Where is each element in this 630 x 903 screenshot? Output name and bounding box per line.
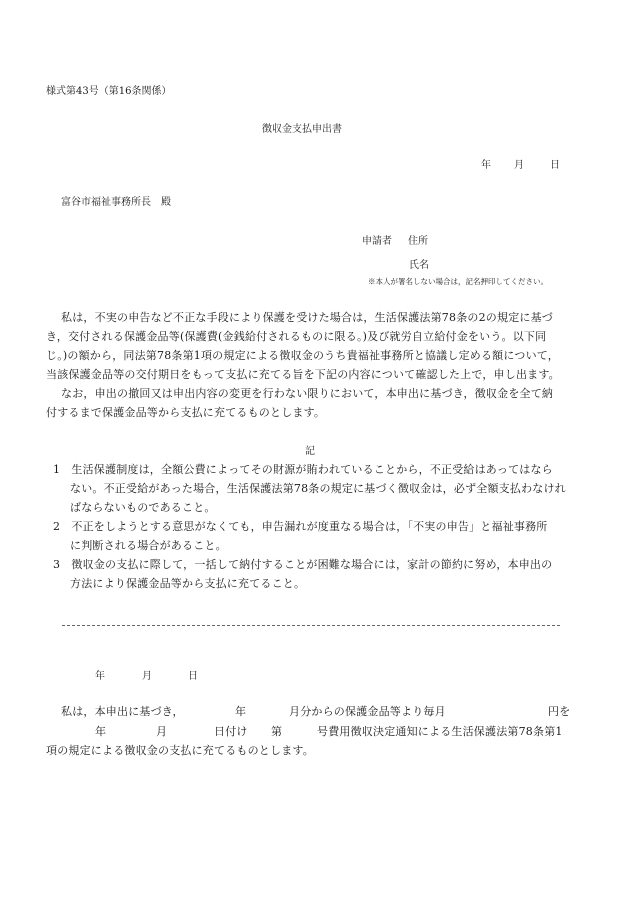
lower-date-year: 年	[95, 671, 105, 682]
name-label: 氏名	[409, 260, 429, 271]
item-line: ばならないものであること。	[70, 501, 216, 514]
item-line: 2 不正をしようとする意思がなくても，申告漏れが度重なる場合は，「不実の申告」と福祉事務所	[53, 520, 548, 533]
date-year-label: 年	[481, 160, 491, 171]
item-line: ない。不正受給があった場合，生活保護法第78条の規定に基づく徴収金は，必ず全額支払わなけれ	[70, 482, 566, 495]
body-line: なお，申出の撤回又は申出内容の変更を行わない限りにおいて，本申出に基づき，徴収金を全て納	[61, 387, 554, 400]
item-line: 1 生活保護制度は，全額公費によってその財源が賄われていることから，不正受給はあってはなら	[53, 463, 553, 476]
document-title: 徴収金支払申出書	[262, 124, 342, 135]
lower-text: 円を	[548, 705, 571, 718]
body-line: 当該保護金品等の交付期日をもって支払に充てる旨を下記の内容について確認した上で，申し出ます。	[46, 368, 560, 381]
lower-text: 私は，本申出に基づき，	[61, 705, 184, 718]
ki-heading: 記	[305, 446, 315, 457]
form-number: 様式第43号（第16条関係）	[46, 86, 172, 97]
lower-text: 第	[271, 725, 283, 738]
lower-text: 月	[156, 725, 168, 738]
lower-text: 年	[95, 725, 107, 738]
body-line: 付するまで保護金品等から支払に充てるものとします。	[46, 406, 326, 419]
lower-text: 年	[235, 705, 247, 718]
lower-text: 号費用徴収決定通知による生活保護法第78条第1	[317, 725, 563, 738]
item-line: 3 徴収金の支払に際して，一括して納付することが困難な場合には，家計の節約に努め，本申出の	[53, 558, 553, 571]
body-line: 私は，不実の申告など不正な手段により保護を受けた場合は，生活保護法第78条の2の規定に基づ	[61, 311, 553, 324]
lower-date-month: 月	[142, 671, 152, 682]
address-label: 住所	[408, 236, 428, 247]
applicant-label: 申請者	[362, 236, 392, 247]
lower-text: 項の規定による徴収金の支払に充てるものとします。	[46, 744, 314, 757]
lower-date-day: 日	[188, 671, 198, 682]
item-line: 方法により保護金品等から支払に充てること。	[70, 577, 306, 590]
date-month-label: 月	[514, 160, 524, 171]
addressee: 富谷市福祉事務所長 殿	[61, 197, 171, 208]
body-line: じ。)の額から，同法第78条第1項の規定による徴収金のうち貴福祉事務所と協議し定める額について，	[46, 349, 559, 362]
signature-note: ※本人が署名しない場合は，記名押印してください。	[368, 277, 548, 286]
cut-line-divider	[62, 625, 560, 626]
body-line: き，交付される保護金品等(保護費(金銭給付されるものに限る。)及び就労自立給付金をいう。以下同	[46, 330, 547, 343]
lower-text: 日付け	[214, 725, 248, 738]
date-day-label: 日	[550, 160, 560, 171]
item-line: に判断される場合があること。	[70, 539, 227, 552]
lower-text: 月分からの保護金品等より毎月	[289, 705, 446, 718]
